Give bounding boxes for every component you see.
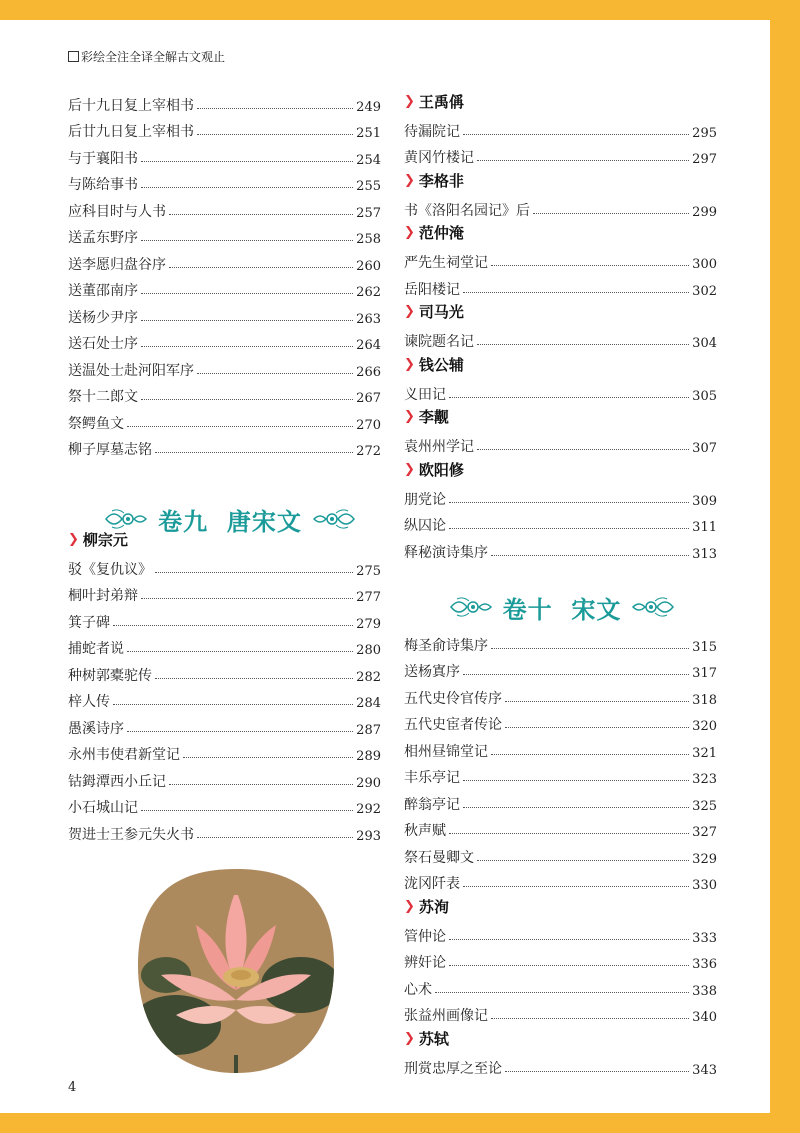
entry-title: 送董邵南序 [68,283,138,299]
entry-title: 捕蛇者说 [68,641,124,657]
section-title: 卷九 唐宋文 [158,506,302,536]
author-name: 苏轼 [418,1029,449,1048]
author-name: 李觏 [418,408,449,426]
entry-title: 贺进士王参元失火书 [68,826,194,843]
entry-page-number: 264 [356,338,381,353]
toc-entry[interactable] [68,605,381,632]
entry-title: 钴鉧潭西小丘记 [68,773,166,790]
dot-leader [449,397,689,398]
entry-title: 谏院题名记 [404,334,474,350]
entry-page-number: 255 [356,179,381,194]
entry-page-number: 323 [692,772,717,787]
entry-title: 后十九日复上宰相书 [68,97,194,114]
toc-list-right-bottom [404,893,717,1078]
chevron-right-icon: ❯ [404,93,415,109]
entry-title: 箕子碑 [68,614,110,631]
entry-title: 严先生祠堂记 [404,255,488,271]
entry-page-number: 304 [692,336,717,351]
toc-entry[interactable] [68,658,381,685]
toc-entry[interactable] [404,919,717,946]
dot-leader [197,837,353,838]
section-header-juan10 [432,587,692,627]
toc-entry[interactable] [404,246,717,273]
toc-entry[interactable] [404,840,717,867]
author-heading [404,167,717,193]
dot-leader [141,161,353,162]
entry-title: 五代史伶官传序 [404,690,502,707]
page [0,20,770,1113]
entry-page-number: 343 [692,1062,717,1078]
entry-title: 与于襄阳书 [68,150,138,167]
right-column-lower [404,628,717,1078]
entry-title: 心术 [404,981,432,998]
dot-leader [141,293,353,294]
dot-leader [127,731,353,732]
entry-page-number: 338 [692,983,717,999]
chevron-right-icon: ❯ [404,461,415,477]
dot-leader [477,344,689,345]
toc-entry[interactable] [404,708,717,735]
entry-title: 永州韦使君新堂记 [68,747,180,763]
dot-leader [491,648,689,649]
entry-page-number: 320 [692,719,717,734]
toc-entry[interactable] [68,168,381,195]
dot-leader [505,701,689,702]
dot-leader [491,1018,689,1019]
entry-page-number: 327 [692,825,717,840]
dot-leader [141,598,353,599]
toc-entry[interactable] [404,1051,717,1078]
dot-leader [141,346,353,347]
dot-leader [463,886,689,887]
entry-page-number: 270 [356,417,381,433]
dot-leader [141,320,353,321]
toc-entry[interactable] [68,327,381,354]
entry-title: 岳阳楼记 [404,281,460,298]
entry-page-number: 318 [692,692,717,708]
toc-entry[interactable] [68,433,381,460]
entry-page-number: 317 [692,666,717,681]
dot-leader [435,992,689,993]
entry-title: 五代史宦者传论 [404,717,502,733]
entry-title: 丰乐亭记 [404,770,460,786]
dot-leader [141,399,353,400]
entry-page-number: 289 [356,749,381,764]
entry-title: 梓人传 [68,694,110,710]
author-name: 柳宗元 [82,530,128,549]
toc-entry[interactable] [404,681,717,708]
dot-leader [505,1071,689,1072]
toc-entry[interactable] [404,761,717,788]
toc-entry[interactable] [68,406,381,433]
toc-entry[interactable] [68,579,381,606]
toc-entry[interactable] [68,247,381,274]
dot-leader [505,727,689,728]
dot-leader [183,757,353,758]
entry-page-number: 300 [692,257,717,272]
toc-entry[interactable] [68,711,381,738]
author-name: 苏洵 [418,897,449,916]
entry-title: 送杨少尹序 [68,309,138,326]
entry-page-number: 340 [692,1010,717,1025]
entry-page-number: 254 [356,152,381,168]
author-heading [404,893,717,919]
entry-title: 梅圣俞诗集序 [404,637,488,654]
entry-title: 辨奸论 [404,955,446,971]
floral-ornament-icon [449,595,493,619]
entry-page-number: 263 [356,311,381,327]
dot-leader [533,213,689,214]
toc-entry[interactable] [404,141,717,168]
author-heading [404,88,717,114]
dot-leader [113,625,353,626]
dot-leader [169,267,353,268]
checkbox-square-icon [68,51,79,62]
lotus-painting [136,865,336,1077]
left-column-lower [68,526,381,844]
floral-ornament-icon [631,595,675,619]
toc-entry[interactable] [404,814,717,841]
toc-entry[interactable] [404,734,717,761]
toc-entry[interactable] [68,353,381,380]
entry-page-number: 280 [356,643,381,658]
book-title: 彩绘全注全译全解古文观止 [81,50,226,64]
dot-leader [449,965,689,966]
toc-entry[interactable] [68,817,381,844]
toc-entry[interactable] [68,764,381,791]
entry-page-number: 267 [356,391,381,406]
toc-list-liu [68,552,381,844]
entry-title: 小石城山记 [68,800,138,816]
toc-entry[interactable] [404,114,717,141]
running-header [68,48,225,65]
entry-page-number: 287 [356,722,381,738]
entry-page-number: 277 [356,590,381,605]
entry-title: 书《洛阳名园记》后 [404,202,530,219]
entry-title: 祭石曼卿文 [404,849,474,866]
entry-page-number: 290 [356,775,381,791]
entry-title: 醉翁亭记 [404,796,460,813]
entry-title: 待漏院记 [404,123,460,140]
entry-page-number: 293 [356,828,381,844]
entry-title: 驳《复仇议》 [68,561,152,578]
entry-title: 朋党论 [404,491,446,508]
author-heading [404,220,717,246]
toc-entry[interactable] [404,482,717,509]
toc-entry[interactable] [404,272,717,299]
dot-leader [155,678,353,679]
dot-leader [463,292,689,293]
author-name: 王禹偁 [418,92,464,111]
toc-entry[interactable] [404,325,717,352]
dot-leader [491,265,689,266]
entry-page-number: 262 [356,285,381,300]
toc-entry[interactable] [404,655,717,682]
dot-leader [141,810,353,811]
dot-leader [491,555,689,556]
entry-title: 后廿九日复上宰相书 [68,124,194,140]
section-title: 卷十 宋文 [502,594,622,624]
page-number: 4 [68,1080,77,1095]
dot-leader [127,651,353,652]
entry-title: 袁州州学记 [404,439,474,455]
toc-entry[interactable] [68,115,381,142]
toc-entry[interactable] [404,999,717,1026]
dot-leader [477,860,689,861]
entry-page-number: 260 [356,258,381,274]
entry-title: 种树郭橐驼传 [68,667,152,684]
dot-leader [449,528,689,529]
entry-title: 送石处士序 [68,336,138,352]
dot-leader [463,674,689,675]
entry-page-number: 284 [356,696,381,711]
chevron-right-icon: ❯ [404,356,415,372]
author-heading [404,299,717,325]
chevron-right-icon: ❯ [404,172,415,188]
toc-entry[interactable] [68,194,381,221]
entry-page-number: 258 [356,232,381,247]
entry-title: 与陈给事书 [68,177,138,193]
dot-leader [449,833,689,834]
entry-title: 送孟东野序 [68,230,138,246]
toc-entry[interactable] [68,632,381,659]
entry-title: 泷冈阡表 [404,876,460,892]
entry-page-number: 275 [356,563,381,579]
toc-entry[interactable] [68,380,381,407]
entry-title: 祭鳄鱼文 [68,415,124,432]
entry-page-number: 305 [692,388,717,404]
entry-title: 纵囚论 [404,518,446,534]
entry-page-number: 266 [356,364,381,380]
dot-leader [155,452,353,453]
toc-entry[interactable] [68,274,381,301]
dot-leader [463,134,689,135]
entry-page-number: 330 [692,878,717,893]
dot-leader [491,754,689,755]
author-name: 钱公辅 [418,355,464,374]
toc-entry[interactable] [404,867,717,894]
toc-entry[interactable] [404,946,717,973]
entry-title: 管仲论 [404,928,446,945]
toc-entry[interactable] [68,300,381,327]
toc-entry[interactable] [404,535,717,562]
chevron-right-icon: ❯ [404,225,415,240]
dot-leader [155,572,353,573]
dot-leader [197,373,353,374]
entry-page-number: 279 [356,616,381,632]
entry-page-number: 313 [692,546,717,562]
entry-page-number: 336 [692,957,717,972]
entry-title: 黄冈竹楼记 [404,150,474,166]
entry-title: 秋声赋 [404,823,446,839]
toc-entry[interactable] [68,221,381,248]
entry-title: 送杨寘序 [404,664,460,680]
entry-page-number: 315 [692,639,717,655]
entry-title: 相州昼锦堂记 [404,743,488,760]
toc-entry[interactable] [404,972,717,999]
author-name: 司马光 [418,303,464,321]
entry-title: 桐叶封弟辩 [68,588,138,604]
toc-entry[interactable] [404,509,717,536]
author-name: 李格非 [418,171,464,190]
toc-entry[interactable] [68,685,381,712]
dot-leader [477,449,689,450]
toc-list-left-top [68,88,381,459]
toc-list-ouyang-cont [404,628,717,893]
dot-leader [113,704,353,705]
author-heading [68,526,381,552]
toc-entry[interactable] [68,141,381,168]
entry-page-number: 292 [356,802,381,817]
dot-leader [141,187,353,188]
entry-page-number: 297 [692,152,717,167]
entry-page-number: 299 [692,204,717,220]
toc-entry[interactable] [404,377,717,404]
entry-title: 祭十二郎文 [68,389,138,405]
entry-page-number: 333 [692,930,717,946]
chevron-right-icon: ❯ [404,1030,415,1046]
toc-entry[interactable] [68,791,381,818]
entry-page-number: 325 [692,798,717,814]
entry-page-number: 295 [692,125,717,141]
left-column [68,88,381,459]
toc-entry[interactable] [68,552,381,579]
entry-page-number: 309 [692,493,717,509]
toc-entry[interactable] [404,628,717,655]
author-name: 欧阳修 [418,460,464,479]
dot-leader [197,108,353,109]
toc-entry[interactable] [404,787,717,814]
author-heading [404,404,717,430]
entry-page-number: 272 [356,444,381,459]
author-name: 范仲淹 [418,224,464,242]
toc-entry[interactable] [404,430,717,457]
entry-page-number: 307 [692,441,717,456]
author-heading [404,1025,717,1051]
entry-title: 张益州画像记 [404,1008,488,1024]
entry-page-number: 282 [356,669,381,685]
dot-leader [169,784,353,785]
dot-leader [449,502,689,503]
dot-leader [477,160,689,161]
entry-title: 释秘演诗集序 [404,544,488,561]
chevron-right-icon: ❯ [404,304,415,319]
entry-page-number: 321 [692,745,717,761]
entry-page-number: 329 [692,851,717,867]
entry-title: 愚溪诗序 [68,720,124,737]
dot-leader [463,780,689,781]
dot-leader [169,214,353,215]
chevron-right-icon: ❯ [68,531,79,547]
dot-leader [197,134,353,135]
author-heading [404,456,717,482]
entry-title: 应科目时与人书 [68,203,166,220]
chevron-right-icon: ❯ [404,898,415,914]
toc-entry[interactable] [404,193,717,220]
entry-title: 送李愿归盘谷序 [68,256,166,273]
entry-page-number: 311 [692,520,717,535]
chevron-right-icon: ❯ [404,409,415,424]
dot-leader [127,426,353,427]
dot-leader [463,807,689,808]
entry-page-number: 257 [356,205,381,221]
toc-entry[interactable] [68,88,381,115]
entry-title: 义田记 [404,386,446,403]
toc-list-right-top [404,88,717,562]
dot-leader [141,240,353,241]
toc-entry[interactable] [68,738,381,765]
right-column [404,88,717,562]
entry-title: 刑赏忠厚之至论 [404,1060,502,1077]
entry-page-number: 249 [356,99,381,115]
entry-title: 柳子厚墓志铭 [68,442,152,458]
dot-leader [449,939,689,940]
entry-page-number: 251 [356,126,381,141]
entry-title: 送温处士赴河阳军序 [68,362,194,379]
author-heading [404,351,717,377]
entry-page-number: 302 [692,283,717,299]
